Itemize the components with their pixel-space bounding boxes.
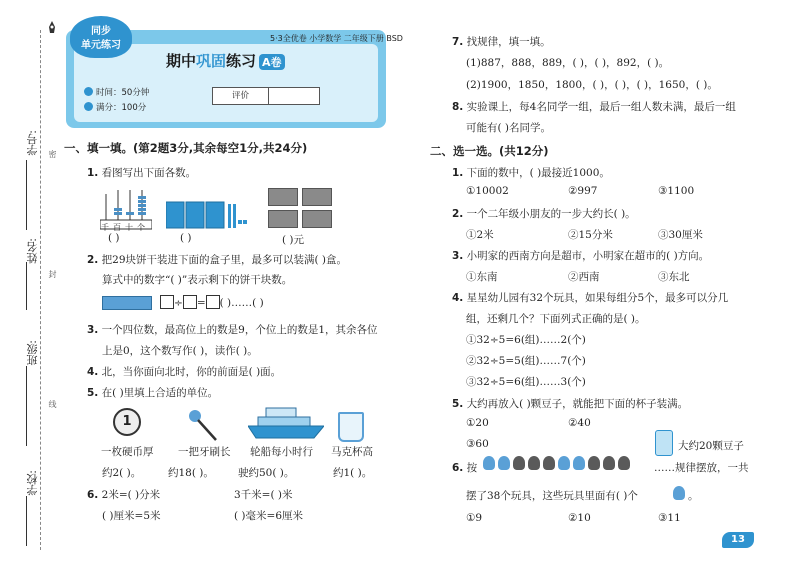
s1-q3-line1 bbox=[87, 322, 378, 337]
q-number: 5. bbox=[452, 398, 464, 410]
jar-note: 大约20颗豆子 bbox=[678, 440, 744, 452]
q-text: 在( )里填上合适的单位。 bbox=[101, 387, 219, 399]
s2-q5-option-1[interactable]: ①20 bbox=[466, 417, 489, 429]
q-number: 6. bbox=[87, 489, 99, 501]
ship-icon bbox=[248, 404, 324, 440]
quotient-box[interactable] bbox=[206, 295, 220, 309]
s2-q1-option-3[interactable]: ③1100 bbox=[658, 185, 695, 197]
s2-q4-option-3[interactable]: ③32÷5=6(组)……3(个) bbox=[466, 376, 586, 388]
banknote-icon bbox=[268, 210, 298, 228]
s2-q2 bbox=[452, 206, 636, 221]
banknote-icon bbox=[268, 188, 298, 206]
q-text: 大约再放入( )颗豆子，就能把下面的杯子装满。 bbox=[466, 398, 689, 410]
toothbrush-icon bbox=[186, 408, 220, 442]
bear-icon bbox=[558, 456, 570, 470]
section2-heading: 二、选一选。(共12分) bbox=[430, 144, 549, 158]
q-number: 2. bbox=[87, 254, 99, 266]
unit-badge bbox=[70, 16, 132, 58]
s2-q4-option-1[interactable]: ①32÷5=6(组)……2(个) bbox=[466, 334, 586, 346]
abacus-label-thousands: 千 bbox=[101, 223, 109, 232]
s2-q6-line1b: ……规律摆放，一共 bbox=[654, 462, 749, 474]
panda-icon bbox=[528, 456, 540, 470]
time-text: 时间：50分钟 bbox=[96, 88, 150, 98]
s2-q6-option-3[interactable]: ③11 bbox=[658, 512, 681, 524]
s1-q7 bbox=[452, 34, 551, 49]
s1-q6-line1b: 3千米=( )米 bbox=[234, 489, 293, 501]
page-number: 13 bbox=[722, 532, 754, 548]
cut-mark: 线 bbox=[48, 400, 57, 408]
student-id-line[interactable] bbox=[26, 160, 27, 230]
abacus-label-hundreds: 百 bbox=[113, 223, 121, 232]
s1-q6-line2a: ( )厘米=5米 bbox=[102, 510, 161, 522]
score-info bbox=[84, 101, 146, 113]
q-text: 找规律，填一填。 bbox=[466, 36, 551, 48]
division-formula bbox=[160, 295, 264, 309]
q-text: 星星幼儿园有32个玩具，如果每组分5个，最多可以分几 bbox=[466, 292, 729, 304]
q-number: 1. bbox=[87, 167, 99, 179]
title-part-b: 巩固 bbox=[196, 52, 227, 70]
q-text: 看图写出下面各数。 bbox=[101, 167, 197, 179]
abacus-label-tens: 十 bbox=[125, 223, 133, 232]
badge-line1: 同步 bbox=[91, 26, 111, 37]
bear-icon bbox=[573, 456, 585, 470]
s2-q3-option-2[interactable]: ②西南 bbox=[568, 271, 600, 283]
s1-q7-line2: (2)1900，1850，1800，( )，( )，( )，1650，( )。 bbox=[466, 79, 718, 91]
q-text: 2米=( )分米 bbox=[101, 489, 161, 501]
q5-answer-brush[interactable]: 约18( )。 bbox=[168, 467, 214, 479]
mug-icon bbox=[338, 412, 364, 442]
q5-item-brush: 一把牙刷长 bbox=[178, 446, 231, 458]
s2-q1-option-2[interactable]: ②997 bbox=[568, 185, 598, 197]
q-text: 实验课上，每4名同学一组，最后一组人数未满，最后一组 bbox=[466, 101, 736, 113]
q5-answer-mug[interactable]: 约1( )。 bbox=[333, 467, 373, 479]
clock-icon bbox=[84, 87, 93, 96]
toy-pattern bbox=[483, 456, 653, 474]
badge-line2: 单元练习 bbox=[81, 40, 121, 51]
binding-margin bbox=[0, 0, 58, 565]
full-score-text: 满分：100分 bbox=[96, 103, 147, 113]
q5-answer-ship[interactable]: 驶约50( )。 bbox=[238, 467, 295, 479]
q-text: 按 bbox=[466, 462, 478, 474]
abacus-label-ones: 个 bbox=[137, 223, 145, 232]
rocket-icon bbox=[44, 20, 60, 36]
banknote-icon bbox=[302, 188, 332, 206]
q1-answer-a[interactable]: ( ) bbox=[108, 232, 120, 244]
s2-q3-option-3[interactable]: ③东北 bbox=[658, 271, 690, 283]
page-title bbox=[166, 50, 285, 71]
s1-q8-line1 bbox=[452, 99, 736, 114]
name-label: 姓名: bbox=[26, 238, 39, 264]
q-number: 1. bbox=[452, 167, 464, 179]
bear-icon bbox=[483, 456, 495, 470]
s2-q6-option-1[interactable]: ①9 bbox=[466, 512, 483, 524]
q-number: 2. bbox=[452, 208, 464, 220]
s2-q6-line2-end: 。 bbox=[688, 490, 699, 502]
s2-q3-option-1[interactable]: ①东南 bbox=[466, 271, 498, 283]
eq-sign: = bbox=[196, 297, 206, 309]
panda-icon bbox=[513, 456, 525, 470]
s1-q6-line2b: ( )毫米=6厘米 bbox=[234, 510, 304, 522]
s1-q8-line2: 可能有( )名同学。 bbox=[466, 122, 552, 134]
s1-q5 bbox=[87, 385, 218, 400]
q-text: 北，当你面向北时，你的前面是( )面。 bbox=[101, 366, 282, 378]
coin-icon: 1 bbox=[113, 408, 141, 436]
s1-q2-line1 bbox=[87, 252, 347, 267]
div-sign: ÷ bbox=[174, 297, 183, 309]
panda-icon bbox=[588, 456, 600, 470]
q1-answer-b[interactable]: ( ) bbox=[180, 232, 192, 244]
q-text: 一个二年级小朋友的一步大约长( )。 bbox=[466, 208, 636, 220]
title-tag: A卷 bbox=[259, 54, 285, 70]
s2-q5-option-3[interactable]: ③60 bbox=[466, 438, 489, 450]
s2-q6-option-2[interactable]: ②10 bbox=[568, 512, 591, 524]
dividend-box[interactable] bbox=[160, 295, 174, 309]
bear-icon bbox=[673, 486, 685, 500]
s2-q4-option-2[interactable]: ②32÷5=5(组)……7(个) bbox=[466, 355, 586, 367]
q-number: 3. bbox=[452, 250, 464, 262]
s1-q1 bbox=[87, 165, 196, 180]
student-id-label: 学号: bbox=[26, 130, 39, 156]
s1-q7-line1: (1)887，888，889，( )，( )，892，( )。 bbox=[466, 57, 670, 69]
s1-q4 bbox=[87, 364, 281, 379]
panda-icon bbox=[603, 456, 615, 470]
bear-icon bbox=[498, 456, 510, 470]
cut-mark: 密 bbox=[48, 150, 57, 158]
s2-q2-option-1[interactable]: ①2米 bbox=[466, 229, 494, 241]
s2-q2-option-2[interactable]: ②15分米 bbox=[568, 229, 613, 241]
q1-answer-c[interactable]: ( )元 bbox=[282, 234, 305, 246]
title-part-c: 练习 bbox=[226, 52, 257, 70]
series-title: 5·3全优卷 小学数学 二年级下册 BSD bbox=[270, 34, 403, 43]
q-number: 5. bbox=[87, 387, 99, 399]
s2-q5 bbox=[452, 396, 688, 411]
s2-q2-option-3[interactable]: ③30厘米 bbox=[658, 229, 703, 241]
school-line[interactable] bbox=[26, 496, 27, 546]
s2-q6-line1a bbox=[452, 460, 477, 475]
banknotes-icon bbox=[268, 188, 336, 232]
remainder-blanks[interactable]: ( )……( ) bbox=[219, 297, 264, 309]
q-number: 4. bbox=[452, 292, 464, 304]
divisor-box[interactable] bbox=[183, 295, 197, 309]
blocks-icon bbox=[166, 198, 248, 230]
class-label: 班级: bbox=[26, 340, 39, 366]
s1-q2-line2: 算式中的数字“( )”表示剩下的饼干块数。 bbox=[102, 274, 293, 286]
s2-q5-option-2[interactable]: ②40 bbox=[568, 417, 591, 429]
q-text: 下面的数中，( )最接近1000。 bbox=[466, 167, 610, 179]
bean-jar-icon bbox=[655, 430, 673, 456]
s2-q4-line2: 组，还剩几个？下面列式正确的是( )。 bbox=[466, 313, 646, 325]
q-number: 7. bbox=[452, 36, 464, 48]
s2-q1-option-1[interactable]: ①10002 bbox=[466, 185, 509, 197]
star-icon bbox=[84, 102, 93, 111]
cut-mark: 封 bbox=[48, 270, 57, 278]
q5-item-coin: 一枚硬币厚 bbox=[101, 446, 154, 458]
time-info bbox=[84, 86, 149, 98]
s1-q6-line1a bbox=[87, 487, 160, 502]
q5-answer-coin[interactable]: 约2( )。 bbox=[102, 467, 142, 479]
q-number: 3. bbox=[87, 324, 99, 336]
s2-q3 bbox=[452, 248, 709, 263]
panda-icon bbox=[618, 456, 630, 470]
q-number: 6. bbox=[452, 462, 464, 474]
section1-heading: 一、填一填。(第2题3分,其余每空1分,共24分) bbox=[64, 141, 308, 155]
evaluation-box[interactable] bbox=[212, 87, 320, 105]
q5-item-ship: 轮船每小时行 bbox=[250, 446, 313, 458]
cookie-box-icon bbox=[102, 296, 152, 310]
evaluation-label: 评价 bbox=[213, 88, 269, 104]
title-part-a: 期中 bbox=[166, 52, 197, 70]
q-text: 小明家的西南方向是超市，小明家在超市的( )方向。 bbox=[466, 250, 710, 262]
q-text: 一个四位数，最高位上的数是9，个位上的数是1，其余各位 bbox=[101, 324, 378, 336]
s2-q1 bbox=[452, 165, 610, 180]
s1-q3-line2: 上是0，这个数写作( )，读作( )。 bbox=[102, 345, 258, 357]
s2-q6-line2: 摆了38个玩具，这些玩具里面有( )个 bbox=[466, 490, 638, 502]
q-number: 8. bbox=[452, 101, 464, 113]
banknote-icon bbox=[302, 210, 332, 228]
name-line[interactable] bbox=[26, 262, 27, 310]
q-number: 4. bbox=[87, 366, 99, 378]
panda-icon bbox=[543, 456, 555, 470]
class-line[interactable] bbox=[26, 366, 27, 446]
q5-item-mug: 马克杯高 bbox=[331, 446, 373, 458]
q-text: 把29块饼干装进下面的盒子里，最多可以装满( )盒。 bbox=[101, 254, 348, 266]
school-label: 学校: bbox=[26, 470, 39, 496]
s2-q4-line1 bbox=[452, 290, 728, 305]
